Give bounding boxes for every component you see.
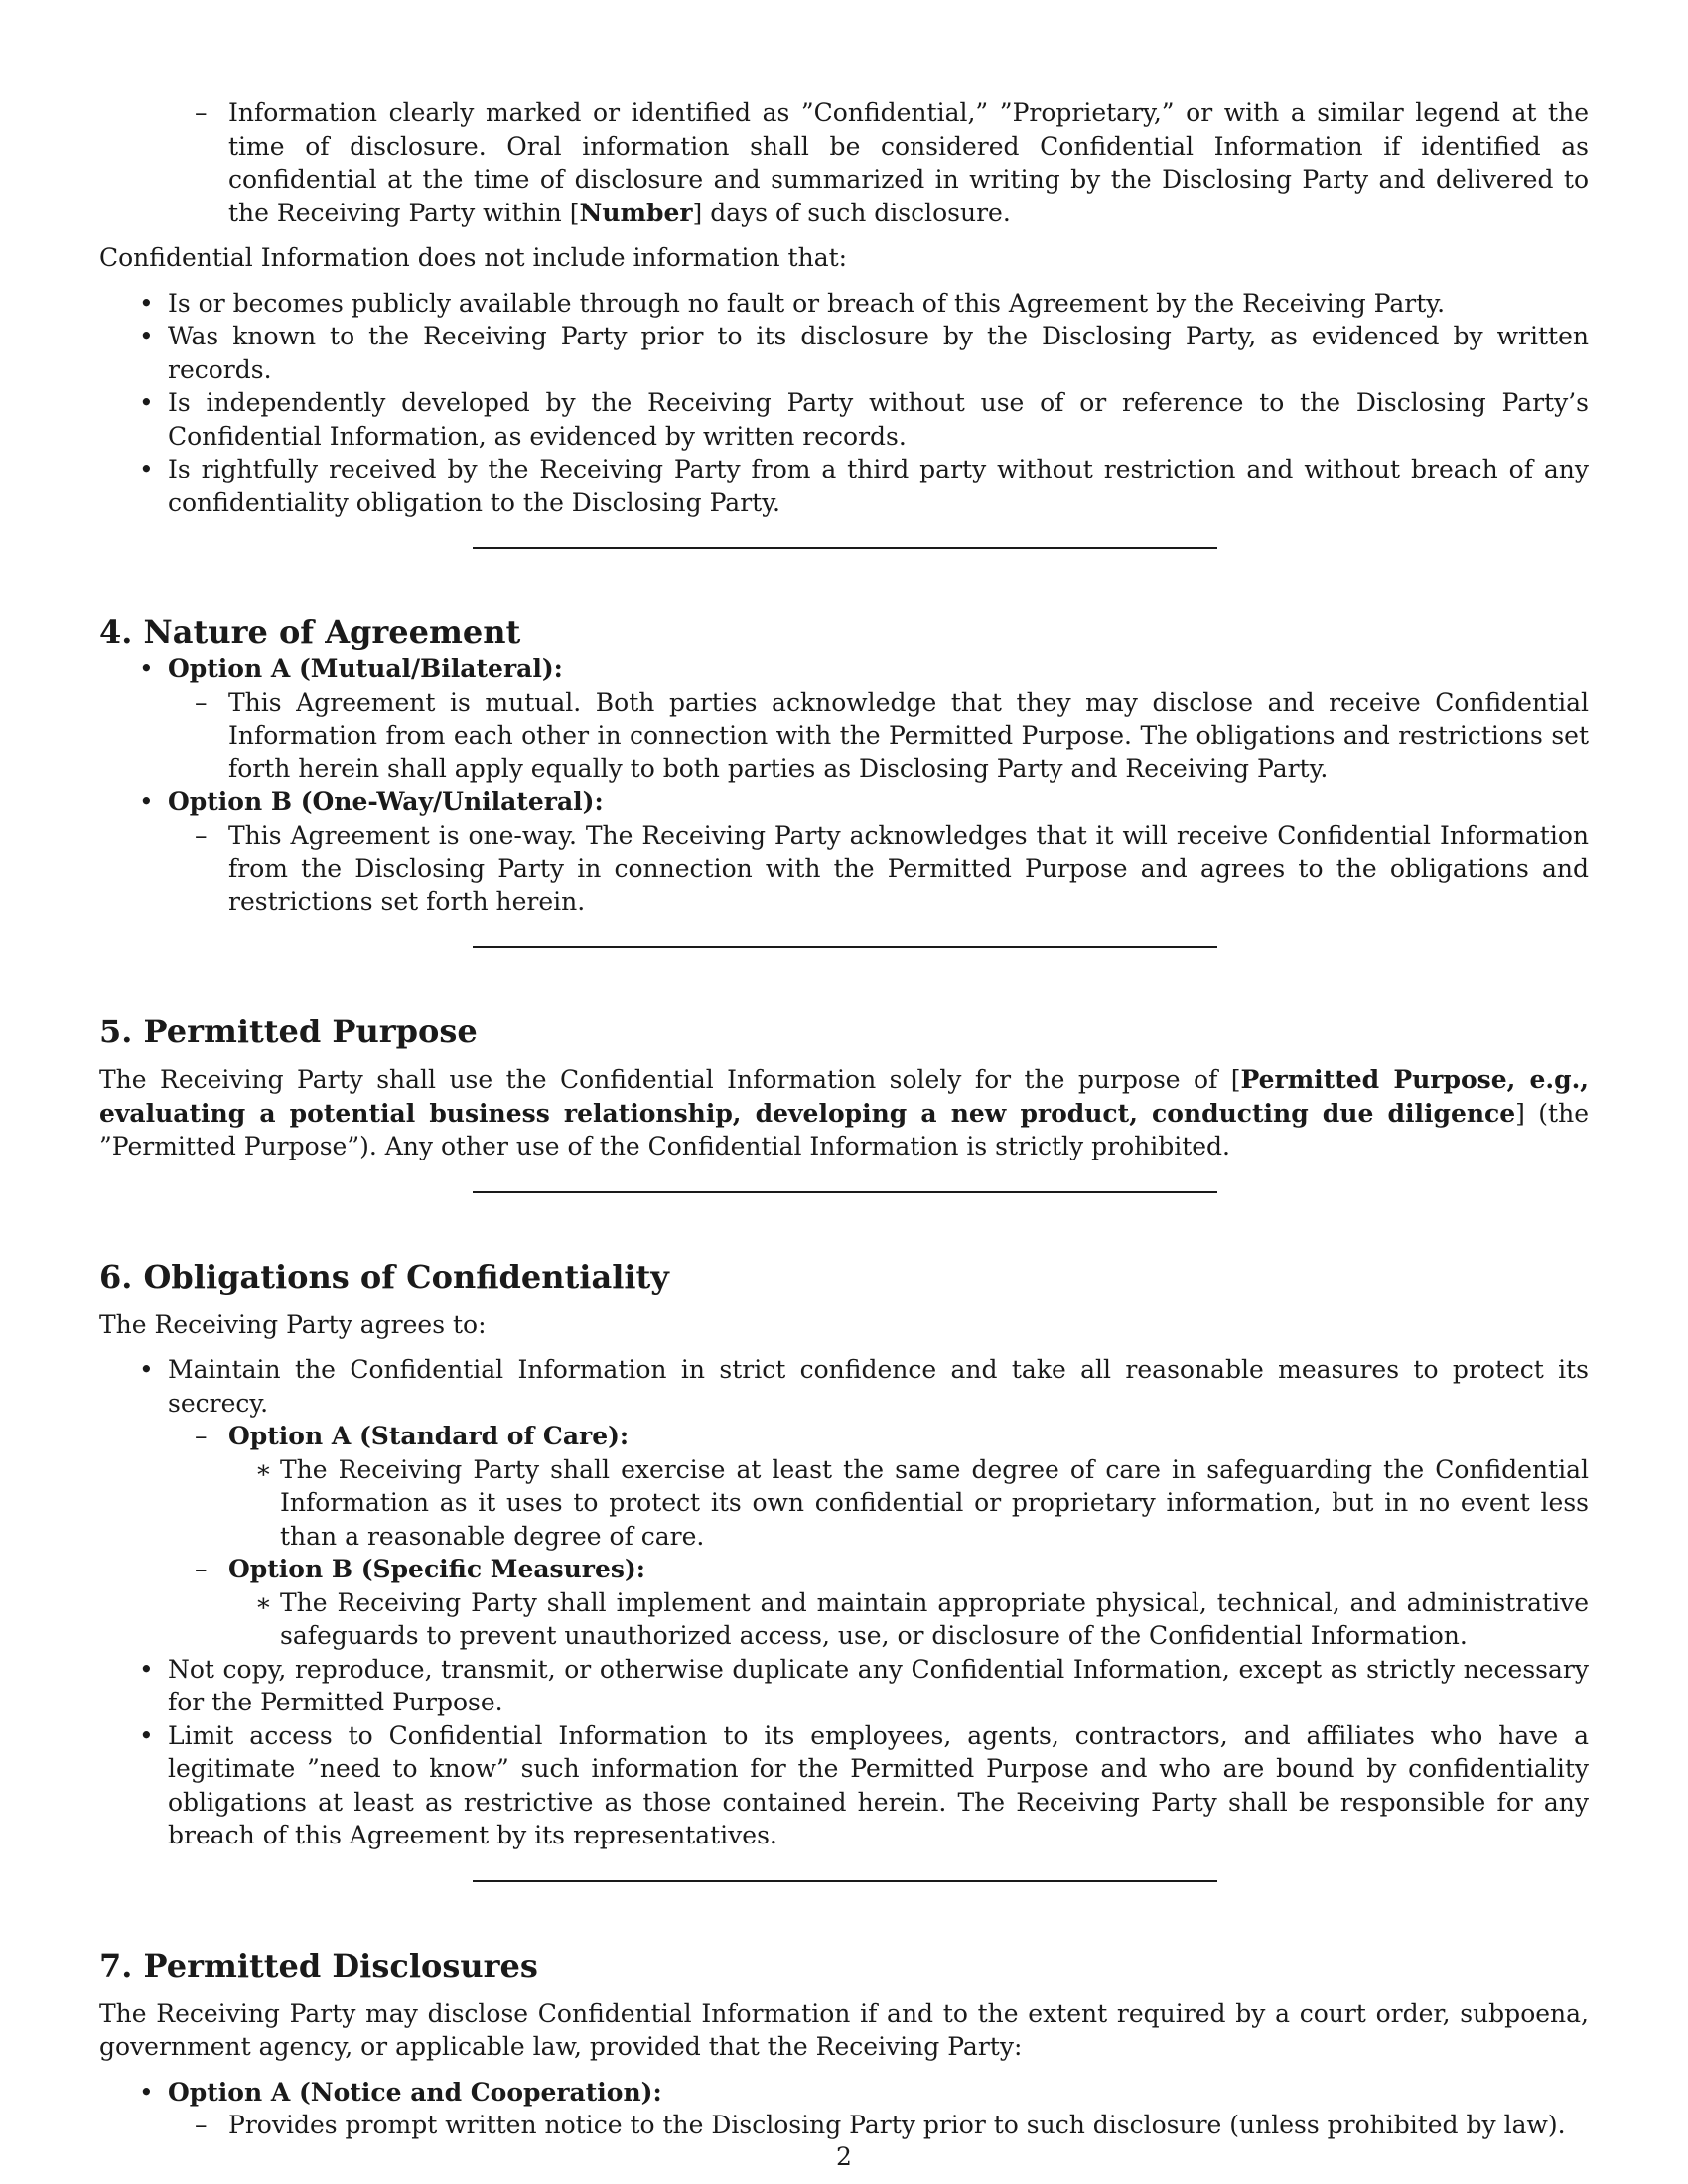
list-item	[168, 1420, 1589, 1553]
list-item: • Is independently developed by the Receiving Party without use of or reference to the Disclosing Party’s Confidential Information, as evidenced by written records.	[99, 386, 1589, 453]
list-item	[99, 2076, 1589, 2142]
list-item: • Is or becomes publicly available through no fault or breach of this Agreement by the Receiving Party.	[99, 287, 1589, 321]
list-item: – Information clearly marked or identified as ”Confidential,” ”Proprietary,” or with a similar legend at the time of disclosure. Oral information shall be considered Confidential Information if identified as confidential at the time of disclosure and summarized in writing by the Disclosing Party and delivered to the Receiving Party within [Number] days of such disclosure.	[168, 96, 1589, 229]
list-item: ∗ The Receiving Party shall implement and maintain appropriate physical, technical, and administrative safeguards to prevent unauthorized access, use, or disclosure of the Confidential Information.	[228, 1586, 1589, 1653]
list-item: • Limit access to Confidential Information to its employees, agents, contractors, and affiliates who have a legitimate ”need to know” such information for the Permitted Purpose and who are bound by confidentiality obligations at least as restrictive as those contained herein. The Receiving Party shall be responsible for any breach of this Agreement by its representatives.	[99, 1719, 1589, 1852]
permitted-purpose-paragraph: The Receiving Party shall use the Confidential Information solely for the purpose of [Permitted Purpose, e.g., evaluating a potential business relationship, developing a new product, conducting due diligence] (the ”Permitted Purpose”). Any other use of the Confidential Information is strictly prohibited.	[99, 1065, 1589, 1160]
option-label: Option B (One-Way/Unilateral):	[168, 787, 604, 816]
list-item: – Provides prompt written notice to the Disclosing Party prior to such disclosure (unless prohibited by law).	[168, 2109, 1589, 2142]
disclosure-options-list	[99, 2076, 1589, 2142]
list-item: • Maintain the Confidential Information in strict confidence and take all reasonable measures to protect its secrecy. – Option A (Standard of Care): ∗ The Receiving Party shall exercise at least the same degree of care in safeguarding the Confidential Information as it uses to protect its own confidential or proprietary information, but in no event less than a reasonable degree of care. – Option B (Specific Measures): ∗ The Receiving Party shall implement and maintain appropriate physical, technical, and administrative safeguards to prevent unauthorized access, use, or disclosure of the Confidential Information.	[99, 1353, 1589, 1653]
list-item: – This Agreement is mutual. Both parties acknowledge that they may disclose and receive Confidential Information from each other in connection with the Permitted Purpose. The obligations and restrictions set forth herein shall apply equally to both parties as Disclosing Party and Receiving Party.	[168, 686, 1589, 786]
exclusions-intro: Confidential Information does not include information that:	[99, 243, 848, 272]
option-label: Option B (Specific Measures):	[228, 1555, 646, 1583]
list-item	[168, 1553, 1589, 1653]
page-content	[99, 96, 1589, 2142]
list-item: • Is rightfully received by the Receiving Party from a third party without restriction and without breach of any confidentiality obligation to the Disclosing Party.	[99, 453, 1589, 519]
list-item: • Was known to the Receiving Party prior to its disclosure by the Disclosing Party, as evidenced by written records.	[99, 320, 1589, 386]
obligations-intro: The Receiving Party agrees to:	[99, 1309, 487, 1339]
page-number: 2	[836, 2142, 852, 2171]
number-placeholder: Number	[579, 198, 693, 227]
option-label: Option A (Standard of Care):	[228, 1422, 630, 1450]
exclusions-list	[99, 287, 1589, 520]
obligations-list	[99, 1353, 1589, 1852]
list-item: ∗ The Receiving Party shall exercise at least the same degree of care in safeguarding the Confidential Information as it uses to protect its own confidential or proprietary information, but in no event less than a reasonable degree of care.	[228, 1453, 1589, 1554]
permitted-disclosures-intro: The Receiving Party may disclose Confidential Information if and to the extent required by a court order, subpoena, government agency, or applicable law, provided that the Receiving Party:	[99, 1998, 1589, 2061]
section-heading: 7. Permitted Disclosures	[99, 1946, 538, 1984]
list-item: • Not copy, reproduce, transmit, or otherwise duplicate any Confidential Information, except as strictly necessary for the Permitted Purpose.	[99, 1653, 1589, 1719]
section-heading: 4. Nature of Agreement	[99, 614, 521, 651]
list-item	[99, 785, 1589, 918]
list-item: – This Agreement is one-way. The Receiving Party acknowledges that it will receive Confidential Information from the Disclosing Party in connection with the Permitted Purpose and agrees to the obligations and restrictions set forth herein.	[168, 819, 1589, 919]
option-label: Option A (Notice and Cooperation):	[168, 2077, 662, 2107]
section-heading: 5. Permitted Purpose	[99, 1013, 478, 1050]
nature-options-list	[99, 652, 1589, 918]
section-heading: 6. Obligations of Confidentiality	[99, 1257, 669, 1296]
marked-information-list	[168, 96, 1589, 229]
option-label: Option A (Mutual/Bilateral):	[168, 654, 563, 683]
purpose-placeholder: Permitted Purpose, e.g., evaluating a potential business relationship, developing a new product, conducting due diligence	[99, 1065, 1589, 1128]
list-item	[99, 652, 1589, 785]
